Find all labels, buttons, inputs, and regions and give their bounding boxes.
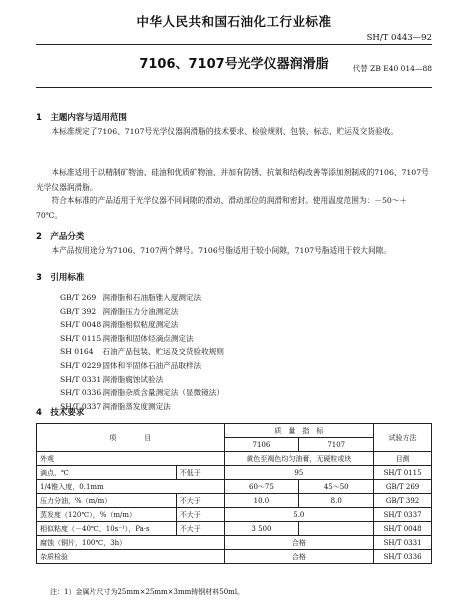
- row-method: SH/T 0331: [374, 536, 432, 550]
- row-item: 压力分油，%（m/m）: [37, 494, 177, 508]
- header-method: 试验方法: [374, 424, 432, 452]
- table-row: [37, 522, 432, 536]
- section-4-title: 4 技术要求: [36, 408, 85, 418]
- requirements-table: [36, 423, 432, 564]
- row-method: GB/T 392: [374, 494, 432, 508]
- document-title: 7106、7107号光学仪器润滑脂: [139, 57, 329, 72]
- section-1-para-3: 符合本标准的产品适用于光学仪器不同间隙的滑动、滑动部位的润滑和密封。使用温度范围为：－50～＋70℃。: [36, 196, 408, 220]
- table-row: [37, 508, 432, 522]
- section-1-title: 1 主题内容与适用范围: [36, 113, 127, 123]
- row-item: 蒸发度（120℃），%（m/m）: [37, 508, 177, 522]
- section-1-para-1: 本标准规定了7106、7107号光学仪器润滑脂的技术要求、检验规则、包装、标志、贮运及交货验收。: [51, 127, 399, 136]
- table-row: [37, 550, 432, 564]
- row-value-7107: 8.0: [299, 494, 374, 508]
- header-rule: [36, 44, 432, 45]
- standard-number: SH/T 0443—92: [366, 33, 432, 43]
- row-value-7107: 45～50: [299, 480, 374, 494]
- row-method: GB/T 269: [374, 480, 432, 494]
- table-row: [37, 466, 432, 480]
- table-row: [37, 536, 432, 550]
- reference-list: [60, 291, 224, 413]
- row-limit: 不大于: [176, 494, 224, 508]
- row-value-7106: 60～75: [224, 480, 299, 494]
- row-value: 合格: [224, 550, 374, 564]
- replaces-note: 代替 ZB E40 014—88: [352, 64, 432, 73]
- row-limit: 不大于: [176, 508, 224, 522]
- reference-item: SH/T 0337 润滑脂蒸发度测定法: [60, 401, 171, 411]
- table-row: [37, 480, 432, 494]
- header-grade-7106: 7106: [224, 438, 299, 452]
- table-row: [37, 494, 432, 508]
- table-header-row: [37, 424, 432, 438]
- reference-item: SH/T 0229 固体和半固体石油产品取样法: [60, 360, 202, 370]
- row-value-7107: [299, 522, 374, 536]
- row-value: 95: [224, 466, 374, 480]
- table-row: [37, 452, 432, 466]
- section-3-title: 3 引用标准: [36, 273, 85, 283]
- reference-item: SH 0164 石油产品包装、贮运及交货验收规则: [60, 347, 224, 357]
- row-method: SH/T 0336: [374, 550, 432, 564]
- row-limit: 不大于: [176, 522, 224, 536]
- row-value: 黄色至褐色均匀油膏，无硬粒或块: [224, 452, 374, 466]
- row-item: 外观: [37, 452, 225, 466]
- reference-item: SH/T 0115 润滑脂和固体烃滴点测定法: [60, 333, 194, 343]
- reference-item: SH/T 0331 润滑脂腐蚀试验法: [60, 374, 164, 384]
- row-value: 5.0: [224, 508, 374, 522]
- row-item: 相似粘度（－40℃，10s⁻¹），Pa·s: [37, 522, 177, 536]
- title-rule: [36, 87, 432, 88]
- row-item: 杂质检验: [37, 550, 225, 564]
- org-title: 中华人民共和国石油化工行业标准: [136, 14, 332, 29]
- row-method: SH/T 0115: [374, 466, 432, 480]
- row-method: SH/T 0337: [374, 508, 432, 522]
- reference-item: SH/T 0048 润滑脂相似粘度测定法: [60, 320, 179, 330]
- row-method: 目测: [374, 452, 432, 466]
- section-1-para-2: 本标准适用于以精制矿物油、硅油和优质矿物油、并加有防锈、抗氧和结构改善等添加剂制成的7106、7107号光学仪器润滑脂。: [36, 168, 429, 192]
- row-item: 腐蚀（铜片，100℃，3h）: [37, 536, 225, 550]
- row-item: 1/4锥入度，0.1mm: [37, 480, 225, 494]
- row-value: 合格: [224, 536, 374, 550]
- table-note: 注：1）金属片尺寸为25mm×25mm×3mm铸钢材料50ml。: [50, 588, 245, 596]
- reference-item: GB/T 392 润滑脂压力分油测定法: [60, 306, 179, 316]
- section-2-title: 2 产品分类: [36, 232, 85, 242]
- header-item: 项 目: [37, 424, 225, 452]
- header-quality-index: 质 量 指 标: [224, 424, 374, 438]
- reference-item: GB/T 269 润滑脂和石油脂锥入度测定法: [60, 293, 202, 302]
- row-limit: 不低于: [176, 466, 224, 480]
- header-grade-7107: 7107: [299, 438, 374, 452]
- section-2-para: 本产品按用途分为7106、7107两个牌号。7106号脂适用于较小间隙，7107号脂适用于较大间隙。: [51, 246, 392, 255]
- row-method: SH/T 0048: [374, 522, 432, 536]
- row-item: 滴点，℃: [37, 466, 177, 480]
- reference-item: SH/T 0336 润滑脂杂质含量测定法（显微镜法）: [60, 388, 224, 398]
- row-value-7106: 10.0: [224, 494, 299, 508]
- row-value-7106: 3 500: [224, 522, 299, 536]
